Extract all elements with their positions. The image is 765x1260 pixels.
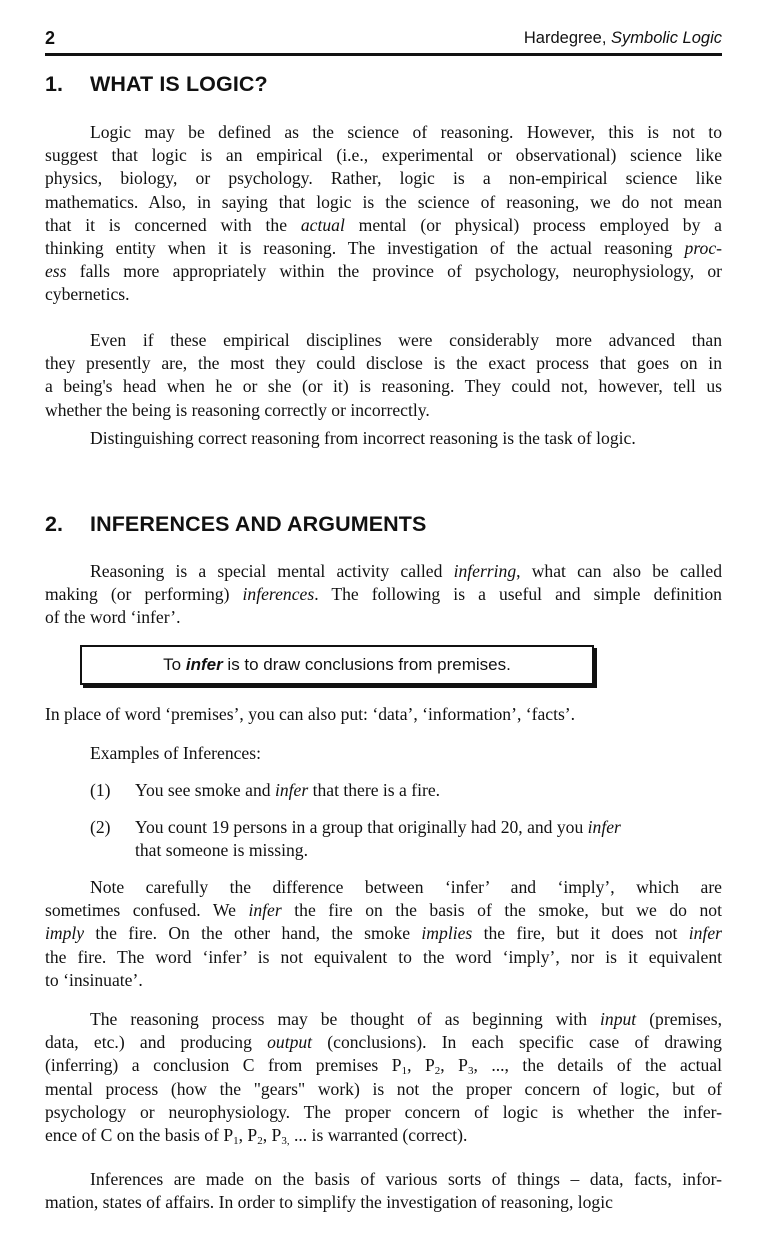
section-number: 1.: [45, 72, 64, 96]
emphasis: inferences: [242, 584, 315, 605]
emphasis: infer: [688, 923, 722, 944]
text-line: Note carefully the difference between ‘infer’ and ‘imply’, which are: [90, 877, 722, 897]
examples-heading: Examples of Inferences:: [90, 743, 261, 763]
definition-prefix: To: [163, 655, 186, 674]
text-line: imply the fire. On the other hand, the smoke implies the fire, but it does not infer: [45, 923, 722, 944]
text-line: ess falls more appropriately within the province of psychology, neurophysiology, or: [45, 261, 722, 282]
section-heading-2: [45, 512, 426, 537]
example-text: You count 19 persons in a group that originally had 20, and you infer that someone is missing.: [135, 817, 621, 861]
text-line: a being's head when he or she (or it) is reasoning. They could not, however, tell us: [45, 376, 722, 397]
section-number: 2.: [45, 512, 64, 536]
example-text: You see smoke and infer that there is a fire.: [135, 780, 441, 800]
emphasis: proc-: [684, 238, 722, 259]
text-line: mation, states of affairs. In order to simplify the investigation of reasoning, logic: [45, 1192, 613, 1213]
text-line: whether the being is reasoning correctly or incorrectly.: [45, 399, 430, 420]
note-line: In place of word ‘premises’, you can also put: ‘data’, ‘information’, ‘facts’.: [45, 704, 576, 724]
text-line: ence of C on the basis of $P_1$, $P_2$, $P_{3,}$ ... is warranted (correct).: [45, 1125, 468, 1148]
text-line: data, etc.) and producing output (conclusions). In each specific case of drawing: [45, 1032, 722, 1053]
paragraph: [45, 1008, 722, 1147]
header-rule: [45, 53, 722, 56]
text-line: the fire. The word ‘infer’ is not equivalent to the word ‘imply’, nor is it equivalent: [45, 946, 722, 967]
text-line: The reasoning process may be thought of as beginning with input (premises,: [90, 1009, 722, 1029]
paragraph: [45, 427, 722, 450]
text-line: making (or performing) inferences. The following is a useful and simple definition: [45, 584, 722, 605]
example-label: (2): [90, 817, 111, 837]
text-line: Logic may be defined as the science of reasoning. However, this is not to: [90, 122, 722, 142]
paragraph: [45, 560, 722, 630]
text-line: cybernetics.: [45, 284, 130, 305]
text-line: to ‘insinuate’.: [45, 969, 143, 990]
book-title: Symbolic Logic: [611, 29, 722, 47]
text-line: mental process (how the "gears" work) is not the proper concern of logic, but of: [45, 1078, 722, 1099]
text-line: mathematics. Also, in saying that logic is the science of reasoning, we do not mean: [45, 191, 722, 212]
emphasis: imply: [45, 923, 85, 944]
text-line: that it is concerned with the actual mental (or physical) process employed by a: [45, 214, 722, 235]
running-title: [524, 29, 722, 48]
section-heading-1: [45, 72, 268, 97]
paragraph: [45, 329, 722, 422]
definition-text: is to draw conclusions from premises.: [222, 655, 511, 674]
emphasis: implies: [421, 923, 473, 944]
emphasis: ess: [45, 261, 67, 282]
paragraph: [45, 876, 722, 992]
text-line: psychology or neurophysiology. The proper concern of logic is whether the infer-: [45, 1101, 722, 1122]
text-line: thinking entity when it is reasoning. The investigation of the actual reasoning proc-: [45, 238, 722, 259]
text-line: sometimes confused. We infer the fire on the basis of the smoke, but we do not: [45, 900, 722, 921]
paragraph: [45, 1168, 722, 1214]
emphasis: infer: [248, 900, 282, 921]
example-label: (1): [90, 780, 111, 800]
section-title: WHAT IS LOGIC?: [90, 72, 268, 96]
example-1: [90, 779, 690, 802]
text-line: of the word ‘infer’.: [45, 607, 181, 628]
section-title: INFERENCES AND ARGUMENTS: [90, 512, 427, 536]
definition-box: [80, 645, 594, 685]
text-line: Distinguishing correct reasoning from incorrect reasoning is the task of logic.: [90, 428, 636, 448]
text-line: Even if these empirical disciplines were considerably more advanced than: [90, 330, 722, 350]
author-name: Hardegree,: [523, 29, 612, 47]
paragraph: [45, 121, 722, 307]
text-line: (inferring) a conclusion C from premises $P_1$, $P_2$, $P_3$, ..., the details of the actual: [45, 1055, 722, 1078]
text-line: physics, biology, or psychology. Rather, logic is a non-empirical science like: [45, 168, 722, 189]
text-line: they presently are, the most they could disclose is the exact process that goes on in: [45, 353, 722, 374]
definition-term: infer: [185, 655, 223, 674]
text-line: suggest that logic is an empirical (i.e., experimental or observational) science like: [45, 145, 722, 166]
running-header: [45, 28, 722, 52]
example-2: [90, 816, 690, 862]
text-line: Reasoning is a special mental activity called inferring, what can also be called: [90, 561, 722, 581]
emphasis: inferring: [453, 561, 517, 581]
emphasis: actual: [300, 214, 345, 235]
text-line: Inferences are made on the basis of various sorts of things – data, facts, infor-: [90, 1169, 722, 1189]
page-number: 2: [45, 28, 56, 48]
